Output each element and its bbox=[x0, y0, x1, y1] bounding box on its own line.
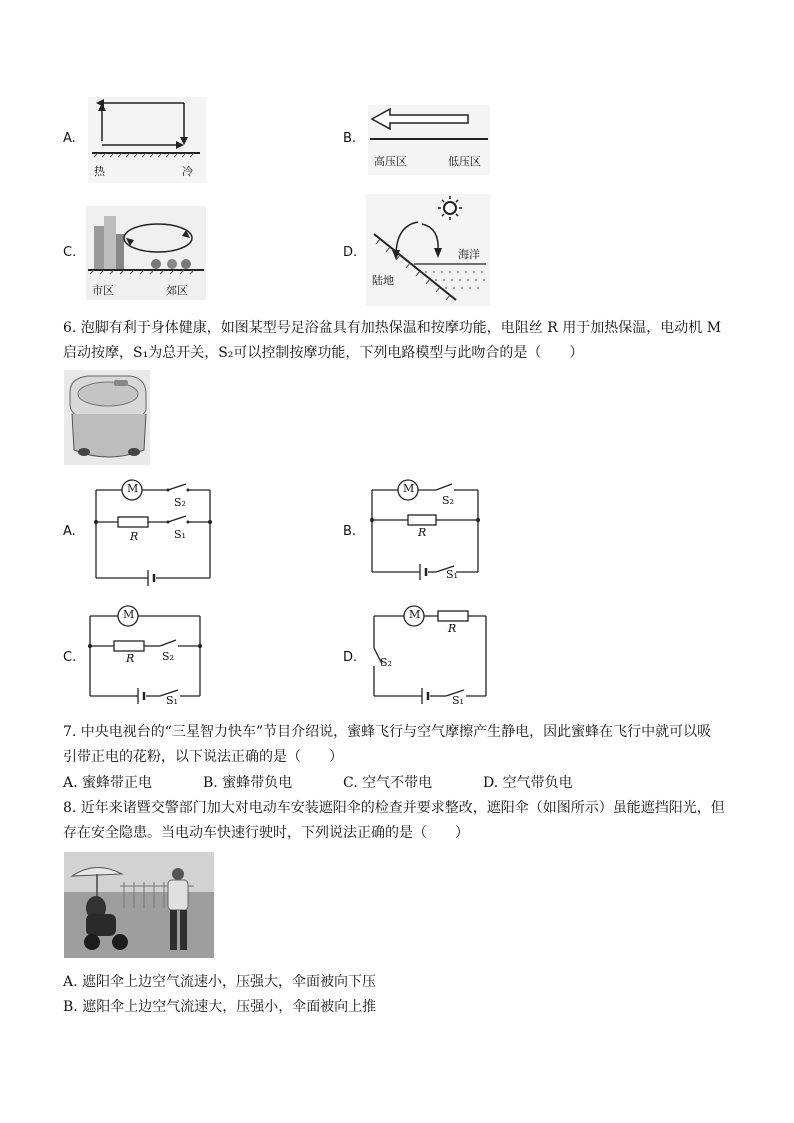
circuit-a-s1-label: S₁ bbox=[174, 528, 186, 541]
q6-option-c-circuit bbox=[84, 602, 206, 712]
q7-text-line2: 引带正电的花粉，以下说法正确的是（ ） bbox=[63, 749, 343, 765]
q5-option-d-figure bbox=[366, 194, 490, 306]
q5-option-c-letter: C. bbox=[63, 245, 77, 260]
circuit-d-motor-label: M bbox=[409, 608, 421, 621]
q7-text-line1: 7. 中央电视台的“三星智力快车”节目介绍说，蜜蜂飞行与空气摩擦产生静电，因此蜜蜂在飞行中就可以吸 bbox=[63, 724, 712, 740]
circuit-b-motor-label: M bbox=[403, 482, 415, 495]
sea-label: 海洋 bbox=[458, 248, 480, 261]
q6-option-d-letter: D. bbox=[343, 650, 358, 665]
q5-option-b-figure bbox=[368, 105, 490, 175]
q7-choice-c: C. 空气不带电 bbox=[343, 775, 433, 791]
urban-label: 市区 bbox=[92, 284, 114, 297]
q6-text-line2: 启动按摩，S₁为总开关，S₂可以控制按摩功能，下列电路模型与此吻合的是（ ） bbox=[63, 345, 584, 361]
circuit-a-diagram bbox=[90, 474, 216, 584]
low-pressure-label: 低压区 bbox=[448, 155, 481, 168]
circuit-c-s1-label: S₁ bbox=[166, 694, 178, 707]
q5-option-a-figure bbox=[88, 97, 206, 183]
q7-choice-d: D. 空气带负电 bbox=[483, 775, 573, 791]
q5-option-b-letter: B. bbox=[343, 131, 357, 146]
circuit-d-s2-label: S₂ bbox=[380, 656, 392, 669]
q6-option-a-letter: A. bbox=[63, 524, 76, 539]
circuit-b-s2-label: S₂ bbox=[442, 494, 454, 507]
hot-label: 热 bbox=[94, 165, 105, 178]
circuit-c-motor-label: M bbox=[123, 608, 135, 621]
foot-bath-picture bbox=[64, 370, 150, 465]
circuit-b-r-label: R bbox=[418, 526, 427, 539]
q7-choice-b: B. 蜜蜂带负电 bbox=[203, 775, 293, 791]
circuit-d-r-label: R bbox=[448, 622, 457, 635]
q6-option-b-circuit bbox=[366, 476, 484, 584]
q5-option-d-letter: D. bbox=[343, 245, 358, 260]
q8-text-line1: 8. 近年来诸暨交警部门加大对电动车安装遮阳伞的检查并要求整改，遮阳伞（如图所示）虽能遮挡阳光，但 bbox=[63, 800, 725, 816]
q8-choice-b: B. 遮阳伞上边空气流速大，压强小，伞面被向上推 bbox=[63, 999, 377, 1015]
circuit-a-r-label: R bbox=[130, 530, 139, 543]
cold-label: 冷 bbox=[182, 165, 193, 178]
circuit-c-r-label: R bbox=[126, 652, 135, 665]
q6-option-b-letter: B. bbox=[343, 524, 357, 539]
circuit-c-s2-label: S₂ bbox=[162, 650, 174, 663]
land-label: 陆地 bbox=[372, 274, 394, 287]
circuit-a-motor-label: M bbox=[127, 482, 139, 495]
q8-text-line2: 存在安全隐患。当电动车快速行驶时，下列说法正确的是（ ） bbox=[63, 825, 469, 841]
q6-option-c-letter: C. bbox=[63, 650, 77, 665]
suburb-label: 郊区 bbox=[166, 284, 188, 297]
q6-option-d-circuit bbox=[368, 602, 492, 712]
circuit-a-s2-label: S₂ bbox=[174, 496, 186, 509]
q8-choice-a: A. 遮阳伞上边空气流速小，压强大，伞面被向下压 bbox=[63, 974, 377, 990]
circuit-d-s1-label: S₁ bbox=[452, 694, 464, 707]
circuit-c-diagram bbox=[84, 602, 206, 712]
scooter-umbrella-photo bbox=[64, 852, 214, 958]
foot-bath-image bbox=[64, 370, 150, 465]
q6-option-a-circuit bbox=[90, 474, 216, 584]
circuit-b-s1-label: S₁ bbox=[446, 568, 458, 581]
q5-option-c-figure bbox=[86, 206, 206, 300]
high-pressure-label: 高压区 bbox=[374, 155, 407, 168]
scooter-photo-illustration bbox=[64, 852, 214, 958]
q6-text-line1: 6. 泡脚有利于身体健康，如图某型号足浴盆具有加热保温和按摩功能，电阻丝 R 用于加热保温，电动机 M bbox=[63, 320, 722, 336]
q7-choice-a: A. 蜜蜂带正电 bbox=[63, 775, 153, 791]
q5-option-a-letter: A. bbox=[63, 131, 76, 146]
